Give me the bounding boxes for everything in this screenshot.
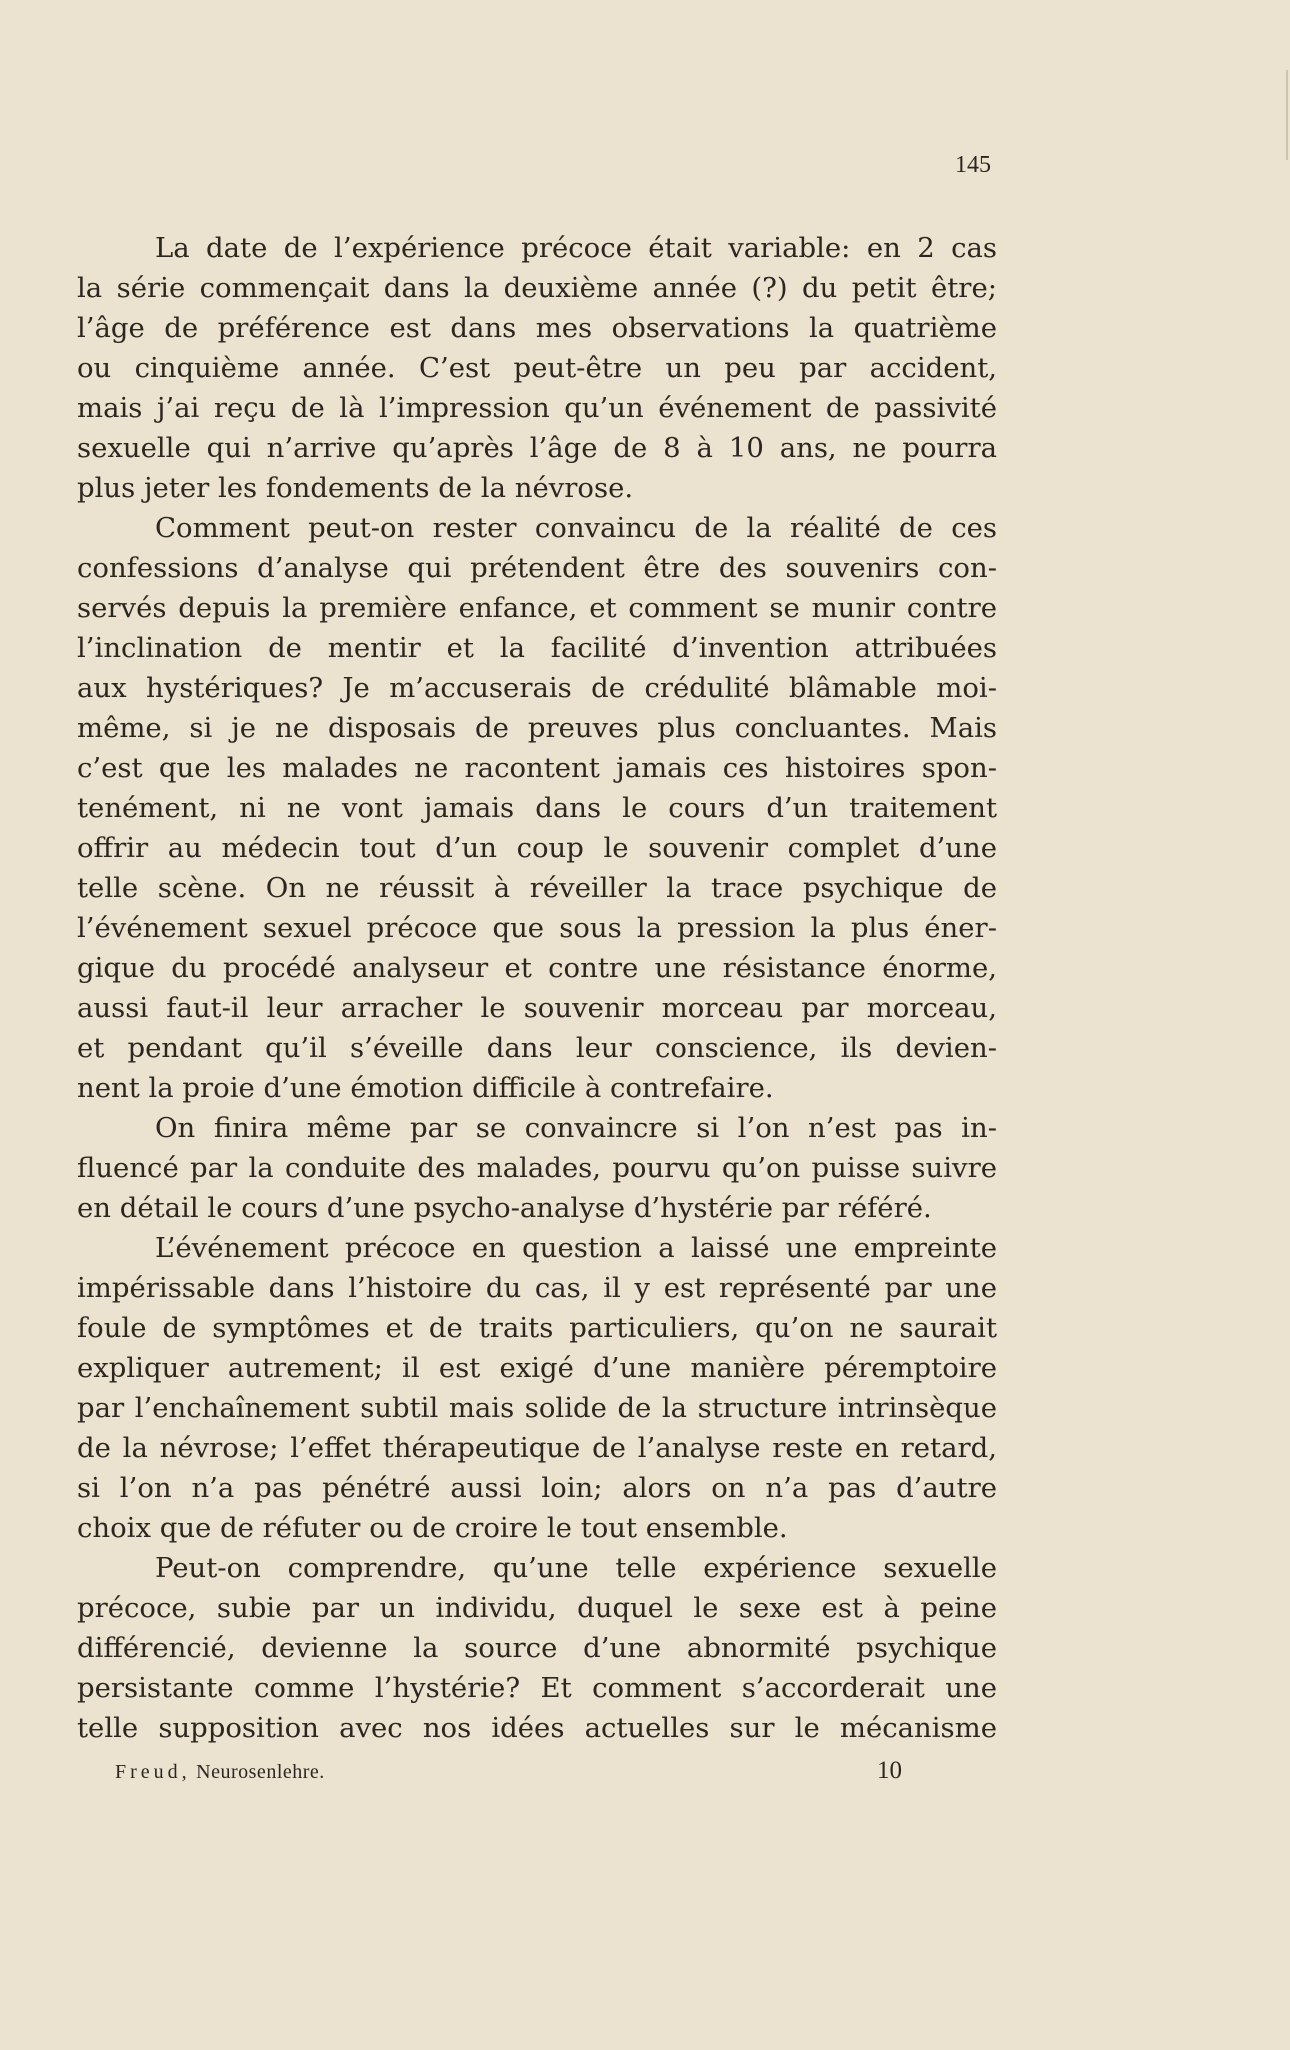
text-line: en détail le cours d’une psycho-analyse d’hystérie par référé. (77, 1192, 932, 1224)
text-line: servés depuis la première enfance, et comment se munir contre (77, 592, 997, 624)
text-line: l’inclination de mentir et la facilité d’invention attribuées (77, 632, 997, 664)
text-line: aux hystériques? Je m’accuserais de crédulité blâmable moi- (77, 672, 997, 704)
text-line: offrir au médecin tout d’un coup le souvenir complet d’une (77, 832, 997, 864)
text-line: mais j’ai reçu de là l’impression qu’un événement de passivité (77, 392, 997, 424)
body-text (77, 228, 997, 1748)
text-line: choix que de réfuter ou de croire le tout ensemble. (77, 1512, 788, 1544)
text-line: confessions d’analyse qui prétendent être des souvenirs con- (77, 552, 997, 584)
text-line: précoce, subie par un individu, duquel le sexe est à peine (77, 1592, 997, 1624)
text-line: telle supposition avec nos idées actuelles sur le mécanisme (77, 1712, 997, 1744)
text-line: même, si je ne disposais de preuves plus concluantes. Mais (77, 712, 997, 744)
text-line: Comment peut-on rester convaincu de la réalité de ces (155, 512, 997, 544)
text-line: par l’enchaînement subtil mais solide de la structure intrinsèque (77, 1392, 997, 1424)
text-line: fluencé par la conduite des malades, pourvu qu’on puisse suivre (77, 1152, 997, 1184)
text-line: gique du procédé analyseur et contre une résistance énorme, (77, 952, 997, 984)
text-line: différencié, devienne la source d’une abnormité psychique (77, 1632, 997, 1664)
text-line: telle scène. On ne réussit à réveiller la trace psychique de (77, 872, 997, 904)
text-line: Peut-on comprendre, qu’une telle expérience sexuelle (155, 1552, 997, 1584)
text-line: impérissable dans l’histoire du cas, il y est représenté par une (77, 1272, 997, 1304)
text-line: ou cinquième année. C’est peut-être un peu par accident, (77, 352, 997, 384)
text-line: On finira même par se convaincre si l’on n’est pas in- (155, 1112, 997, 1144)
text-line: aussi faut-il leur arracher le souvenir morceau par morceau, (77, 992, 997, 1024)
text-line: nent la proie d’une émotion difficile à contrefaire. (77, 1072, 774, 1104)
printer-signature (115, 1761, 325, 1784)
text-line: de la névrose; l’effet thérapeutique de l’analyse reste en retard, (77, 1432, 997, 1464)
text-line: foule de symptômes et de traits particuliers, qu’on ne saurait (77, 1312, 997, 1344)
signature-book: Neurosenlehre. (196, 1761, 325, 1783)
text-line: la série commençait dans la deuxième année (?) du petit être; (77, 272, 997, 304)
page-footer (115, 1757, 915, 1797)
text-line: sexuelle qui n’arrive qu’après l’âge de 8 à 10 ans, ne pourra (77, 432, 997, 464)
text-line: L’événement précoce en question a laissé une empreinte (155, 1232, 997, 1264)
text-line: plus jeter les fondements de la névrose. (77, 472, 634, 504)
page-edge-mark (1286, 70, 1288, 160)
text-line: c’est que les malades ne racontent jamais ces histoires spon- (77, 752, 997, 784)
page-number: 145 (955, 152, 991, 178)
sheet-number: 10 (877, 1757, 902, 1784)
text-line: l’âge de préférence est dans mes observations la quatrième (77, 312, 997, 344)
text-line: expliquer autrement; il est exigé d’une manière péremptoire (77, 1352, 997, 1384)
text-line: persistante comme l’hystérie? Et comment s’accorderait une (77, 1672, 997, 1704)
text-line: tenément, ni ne vont jamais dans le cours d’un traitement (77, 792, 997, 824)
text-line: et pendant qu’il s’éveille dans leur conscience, ils devien- (77, 1032, 997, 1064)
text-line: La date de l’expérience précoce était variable: en 2 cas (155, 232, 997, 264)
text-line: si l’on n’a pas pénétré aussi loin; alors on n’a pas d’autre (77, 1472, 997, 1504)
signature-author: Freud, (115, 1761, 191, 1783)
text-line: l’événement sexuel précoce que sous la pression la plus éner- (77, 912, 997, 944)
